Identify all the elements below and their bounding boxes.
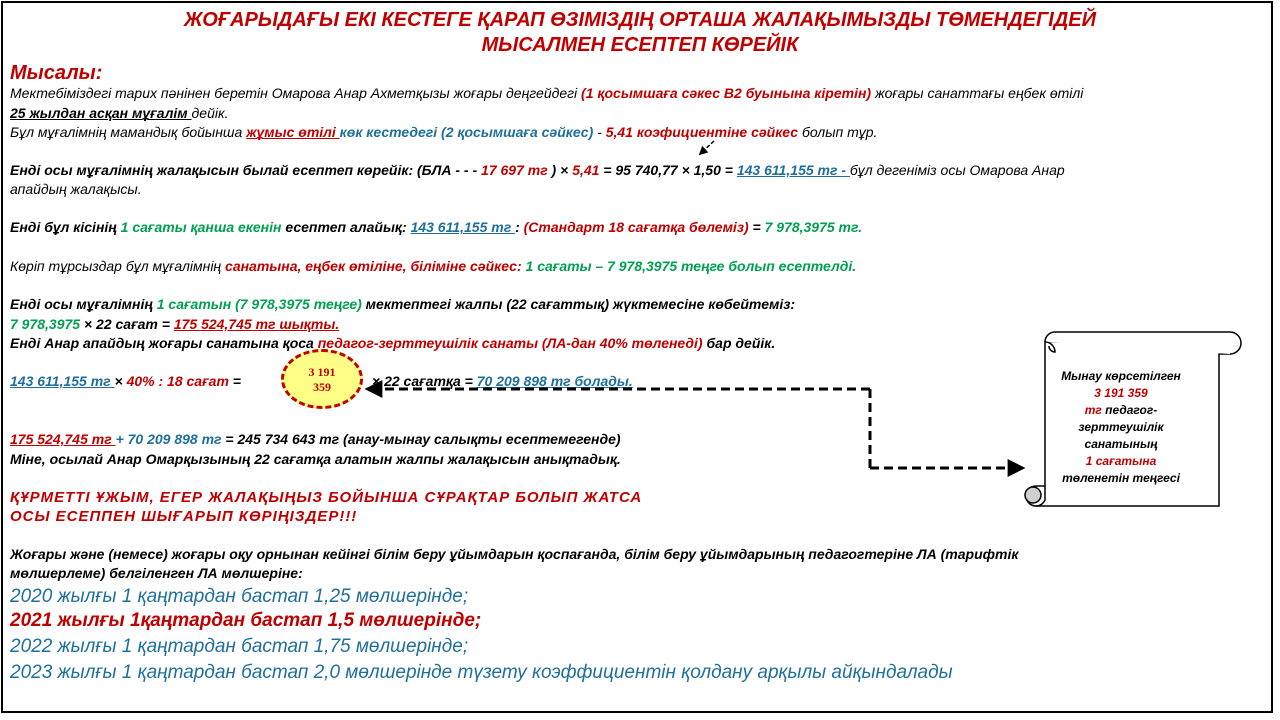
salary-value: 143 611,155 тг: [410, 219, 516, 235]
scroll-line: педагог-: [1101, 403, 1158, 417]
one-hour-value: 1 сағатын (7 978,3975 теңге): [156, 296, 362, 312]
calc-text: бар дейік.: [702, 335, 776, 351]
percent-note: 40% : 18 сағат: [126, 373, 229, 389]
standard-hours-note: (Стандарт 18 сағатқа бөлеміз): [523, 219, 749, 235]
example-dash: -: [593, 124, 606, 140]
scroll-hour: 1 сағатына: [1085, 454, 1157, 468]
hourly-result: 1 сағаты – 7 978,3975 теңге болып есептелді.: [521, 258, 857, 274]
example-heading: Мысалы:: [10, 62, 103, 84]
calc-text: Енді Анар апайдың жоғары санатына қоса: [10, 335, 318, 351]
scroll-line: Мынау көрсетілген: [1061, 369, 1181, 383]
example-text: дейік.: [191, 105, 229, 121]
example-category-note: (1 қосымшаға сәкес В2 буынына кіретін): [581, 85, 872, 101]
coefficient-2021: 2021 жылғы 1қаңтардан бастап 1,5 мөлшерінде;: [10, 610, 482, 631]
calc-text: Енді осы мұғалімнің: [10, 296, 157, 312]
calc-text: ×: [114, 373, 127, 389]
scroll-value: 3 191 359: [1094, 386, 1148, 400]
title-line-1: ЖОҒАРЫДАҒЫ ЕКІ КЕСТЕГЕ ҚАРАП ӨЗІМІЗДІҢ ОРТАША ЖАЛАҚЫМЫЗДЫ ТӨМЕНДЕГІДЕЙ: [184, 9, 1096, 31]
salary-value: 143 611,155 тг -: [736, 162, 850, 178]
example-text: жоғары санаттағы еңбек өтілі: [871, 85, 1084, 101]
researcher-category-note: педагог-зерттеушілік санаты (ЛА-дан 40% төленеді): [317, 335, 703, 351]
calc-text: = 95 740,77 × 1,50 =: [599, 162, 737, 178]
bla-value: 17 697 тг: [481, 162, 548, 178]
load-result: 175 524,745 тг шықты.: [173, 316, 340, 332]
calc-text: × 22 сағат =: [80, 316, 174, 332]
calc-text: =: [748, 219, 765, 235]
calc-salary-line-2: апайдың жалақысы.: [10, 181, 142, 197]
example-text: болып тұр.: [798, 124, 878, 140]
scroll-currency: тг: [1084, 403, 1102, 417]
example-text: Бұл мұғалімнің мамандық бойынша: [10, 124, 247, 140]
calc-total-line-2: Міне, осылай Анар Омарқызының 22 сағатқа алатын жалпы жалақысын анықтадық.: [10, 451, 621, 467]
coefficient-2023: 2023 жылғы 1 қаңтардан бастап 2,0 мөлшерінде түзету коэффициентін қолдану арқылы айқындалады: [10, 662, 953, 683]
calc-text: =: [228, 373, 241, 389]
plus-sign: +: [115, 431, 128, 447]
scroll-line: төленетін теңгесі: [1062, 471, 1180, 485]
calc-text: ) ×: [547, 162, 573, 178]
example-text: Мектебіміздегі тарих пәнінен беретін Омарова Анар Ахметқызы жоғары деңгейдегі: [10, 85, 582, 101]
calc-text: есептеп алайық:: [281, 219, 411, 235]
oval-value-line-1: 3 191: [308, 365, 336, 379]
calc-text: мектептегі жалпы (22 сағаттық) жүктемесіне көбейтеміз:: [361, 296, 796, 312]
example-coefficient: 5,41 коэфициентіне сәйкес: [605, 124, 799, 140]
category-note: санатына, еңбек өтіліне, біліміне сәйкес:: [225, 258, 522, 274]
example-blue-table: көк кестедегі (2 қосымшаға сәйкес): [339, 124, 594, 140]
footer-intro-line-2: мөлшерлеме) белгіленген ЛА мөлшеріне:: [10, 565, 303, 581]
calc-text: × 22 сағатқа =: [372, 373, 477, 389]
scroll-line: зерттеушілік: [1078, 420, 1164, 434]
scroll-line: санатының: [1084, 437, 1158, 451]
appeal-line-2: ОСЫ ЕСЕППЕН ШЫҒАРЫП КӨРІҢІЗДЕР!!!: [10, 508, 358, 525]
hourly-value: 7 978,3975: [10, 316, 81, 332]
calc-text: Енді бұл кісінің: [10, 219, 121, 235]
coefficient-value: 5,41: [572, 162, 600, 178]
coefficient-pointer-arrow: [700, 141, 714, 154]
calc-text: бұл дегеніміз осы Омарова Анар: [849, 162, 1065, 178]
load-value: 175 524,745 тг: [10, 431, 116, 447]
scroll-caption: [1052, 368, 1190, 487]
calc-text: :: [515, 219, 524, 235]
salary-value: 143 611,155 тг: [10, 373, 115, 389]
hourly-value: 7 978,3975 тг.: [764, 219, 863, 235]
example-experience: 25 жылдан асқан мұғалім: [10, 105, 192, 121]
appeal-line-1: ҚҰРМЕТТІ ҰЖЫМ, ЕГЕР ЖАЛАҚЫҢЫЗ БОЙЫНША СҰРАҚТАР БОЛЫП ЖАТСА: [10, 489, 643, 506]
coefficient-2020: 2020 жылғы 1 қаңтардан бастап 1,25 мөлшерінде;: [10, 586, 469, 607]
example-work-experience: жұмыс өтілі: [246, 124, 340, 140]
bonus-value: 70 209 898 тг: [127, 431, 222, 447]
coefficient-2022: 2022 жылғы 1 қаңтардан бастап 1,75 мөлшерінде;: [10, 636, 469, 657]
calc-text: Енді осы мұғалімнің жалақысын былай есептеп көрейік: (БЛА - - -: [10, 162, 482, 178]
oval-value-line-2: 359: [313, 380, 331, 394]
total-value: = 245 734 643 тг (анау-мынау салықты есептемегенде): [221, 431, 621, 447]
title-line-2: МЫСАЛМЕН ЕСЕПТЕП КӨРЕЙІК: [481, 34, 799, 56]
calc-text: Көріп тұрсыздар бұл мұғалімнің: [10, 258, 226, 274]
bonus-result: 70 209 898 тг болады.: [476, 373, 633, 389]
footer-intro-line-1: Жоғары және (немесе) жоғары оқу орнынан кейінгі білім беру ұйымдарын қоспағанда, білім беру ұйымдарының педагогтеріне ЛА (тарифтік: [10, 546, 1019, 562]
one-hour-label: 1 сағаты қанша екенін: [120, 219, 282, 235]
